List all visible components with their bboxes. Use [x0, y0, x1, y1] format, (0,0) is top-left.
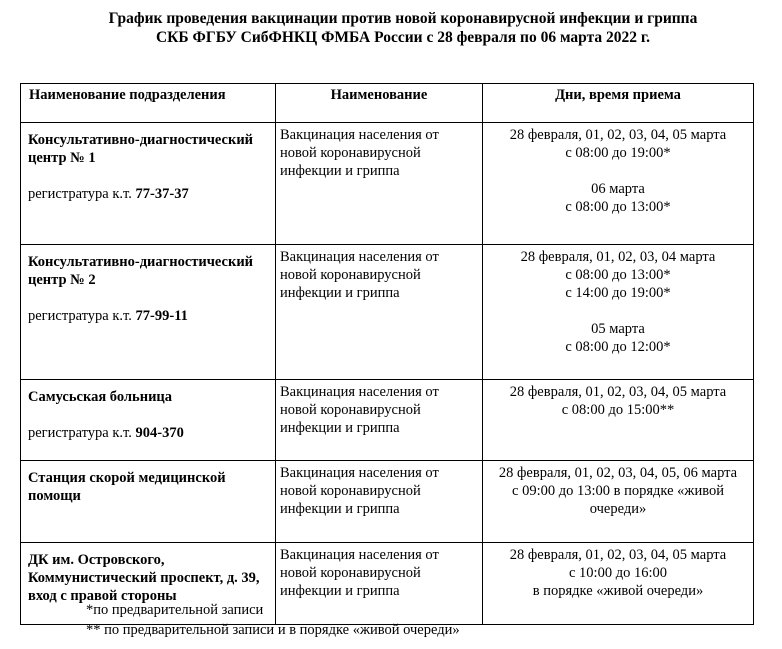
header-unit: Наименование подразделения	[21, 84, 276, 123]
dept-name: Консультативно-диагностический центр № 2	[28, 254, 254, 288]
table-row	[21, 461, 754, 543]
footnote-prebooking: *по предварительной записи	[86, 602, 264, 618]
schedule-line: 28 февраля, 01, 02, 03, 04 марта	[520, 249, 716, 265]
dept-cell	[21, 461, 276, 543]
schedule-line: в порядке «живой очереди»	[532, 583, 704, 599]
service-cell: Вакцинация населения от новой коронавирусной инфекции и гриппа	[276, 380, 483, 461]
schedule-line: с 09:00 до 13:00 в порядке «живой очереди»	[512, 483, 724, 517]
vaccination-schedule-table	[20, 83, 754, 625]
dept-cell	[21, 123, 276, 245]
schedule-spacer	[485, 162, 751, 180]
schedule-line: с 08:00 до 13:00*	[565, 199, 671, 215]
schedule-spacer	[485, 302, 751, 320]
registry-phone	[28, 185, 271, 203]
registry-number: 77-99-11	[135, 308, 188, 324]
schedule-cell	[483, 123, 754, 245]
registry-number: 77-37-37	[135, 186, 189, 202]
schedule-line: с 08:00 до 12:00*	[565, 339, 671, 355]
schedule-line: с 10:00 до 16:00	[569, 565, 667, 581]
registry-phone	[28, 424, 271, 442]
schedule-cell	[483, 380, 754, 461]
schedule-line: 06 марта	[591, 181, 645, 197]
schedule-line: с 08:00 до 19:00*	[565, 145, 671, 161]
service-cell: Вакцинация населения от новой коронавирусной инфекции и гриппа	[276, 461, 483, 543]
schedule-cell	[483, 245, 754, 380]
schedule-line: 05 марта	[591, 321, 645, 337]
registry-number: 904-370	[135, 425, 184, 441]
dept-name: Консультативно-диагностический центр № 1	[28, 132, 254, 166]
schedule-line: 28 февраля, 01, 02, 03, 04, 05 марта	[509, 127, 727, 143]
schedule-cell	[483, 543, 754, 625]
schedule-line: с 08:00 до 13:00*	[565, 267, 671, 283]
dept-name: Самусьская больница	[28, 389, 173, 405]
document-title-line-1: График проведения вакцинации против новой коронавирусной инфекции и гриппа	[108, 10, 698, 27]
service-cell: Вакцинация населения от новой коронавирусной инфекции и гриппа	[276, 123, 483, 245]
registry-label: регистратура к.т.	[28, 186, 136, 202]
registry-label: регистратура к.т.	[28, 308, 136, 324]
registry-label: регистратура к.т.	[28, 425, 136, 441]
document-title-line-2: СКБ ФГБУ СибФНКЦ ФМБА России с 28 февраля по 06 марта 2022 г.	[155, 29, 651, 46]
dept-name: ДК им. Островского, Коммунистический проспект, д. 39, вход с правой стороны	[28, 552, 260, 604]
dept-name: Станция скорой медицинской помощи	[28, 470, 226, 504]
schedule-line: 28 февраля, 01, 02, 03, 04, 05 марта	[509, 384, 727, 400]
schedule-line: 28 февраля, 01, 02, 03, 04, 05 марта	[509, 547, 727, 563]
schedule-line: 28 февраля, 01, 02, 03, 04, 05, 06 марта	[498, 465, 738, 481]
header-name: Наименование	[276, 84, 483, 123]
footnote-prebooking-and-queue: ** по предварительной записи и в порядке «живой очереди»	[86, 622, 460, 638]
registry-phone	[28, 307, 271, 325]
service-cell: Вакцинация населения от новой коронавирусной инфекции и гриппа	[276, 543, 483, 625]
table-header-row	[21, 84, 754, 123]
dept-cell	[21, 245, 276, 380]
table-row	[21, 123, 754, 245]
schedule-line: с 08:00 до 15:00**	[561, 402, 675, 418]
schedule-cell	[483, 461, 754, 543]
service-cell: Вакцинация населения от новой коронавирусной инфекции и гриппа	[276, 245, 483, 380]
table-row	[21, 245, 754, 380]
table-row	[21, 380, 754, 461]
schedule-line: с 14:00 до 19:00*	[565, 285, 671, 301]
header-days: Дни, время приема	[483, 84, 754, 123]
dept-cell	[21, 380, 276, 461]
